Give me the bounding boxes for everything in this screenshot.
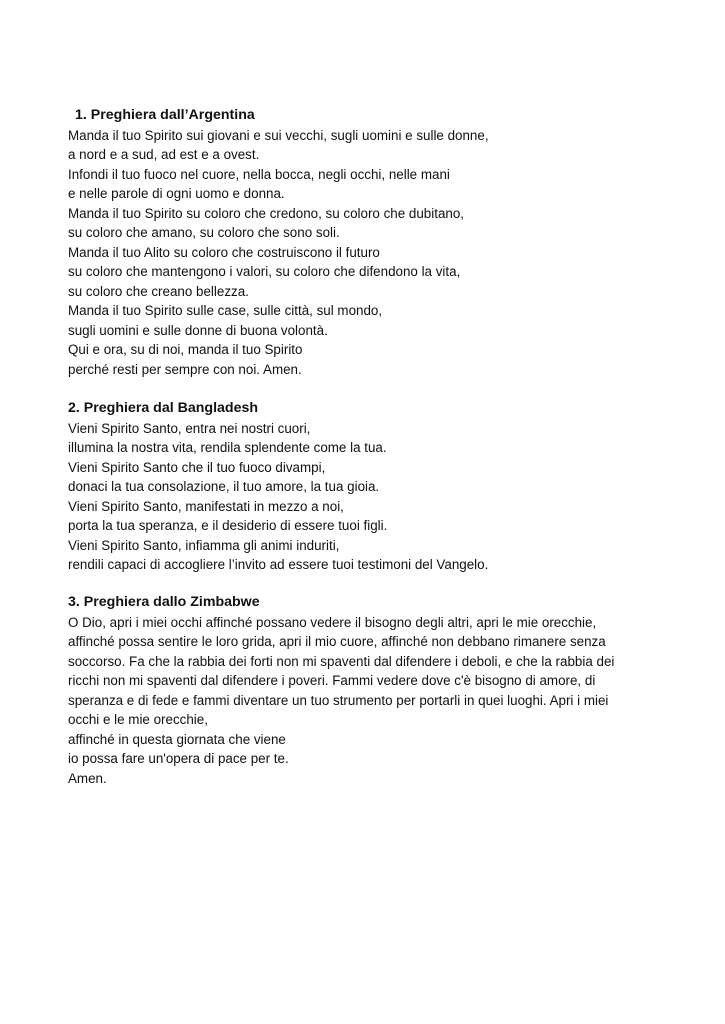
prayer-line: Manda il tuo Spirito sui giovani e sui vecchi, sugli uomini e sulle donne, [68, 127, 489, 143]
prayer-title: 1. Preghiera dall’Argentina [75, 107, 255, 123]
prayer-line: porta la tua speranza, e il desiderio di essere tuoi figli. [68, 518, 388, 533]
prayer-line: Infondi il tuo fuoco nel cuore, nella bocca, negli occhi, nelle mani [68, 166, 450, 182]
prayer-line: Manda il tuo Alito su coloro che costruiscono il futuro [68, 244, 380, 260]
prayer-line: affinché possa sentire le loro grida, apri il mio cuore, affinché non debbano rimanere senza [68, 634, 606, 649]
prayer-text [68, 126, 668, 380]
prayer-zimbabwe [68, 593, 668, 788]
prayer-line: rendili capaci di accogliere l’invito ad essere tuoi testimoni del Vangelo. [68, 557, 489, 572]
prayer-line: Vieni Spirito Santo, infiamma gli animi induriti, [68, 537, 340, 553]
prayer-line: io possa fare un'opera di pace per te. [68, 751, 289, 766]
prayer-text [68, 419, 668, 575]
prayer-line: Qui e ora, su di noi, manda il tuo Spirito [68, 342, 303, 357]
prayer-line: Amen. [68, 770, 107, 786]
prayer-title: 2. Preghiera dal Bangladesh [68, 400, 259, 416]
prayer-line: speranza e di fede e fammi diventare un tuo strumento per portarli in quei luoghi. Apri i miei [68, 692, 609, 708]
prayer-line: su coloro che amano, su coloro che sono soli. [68, 225, 340, 240]
prayer-line: O Dio, apri i miei occhi affinché possano vedere il bisogno degli altri, apri le mie orecchie, [68, 614, 597, 630]
prayer-line: illumina la nostra vita, rendila splendente come la tua. [68, 440, 387, 455]
prayer-line: Manda il tuo Spirito sulle case, sulle città, sul mondo, [68, 303, 383, 318]
prayer-line: soccorso. Fa che la rabbia dei forti non mi spaventi dal difendere i deboli, e che la rabbia dei [68, 653, 615, 669]
prayer-line: donaci la tua consolazione, il tuo amore, la tua gioia. [68, 479, 380, 494]
prayer-line: affinché in questa giornata che viene [68, 731, 286, 747]
prayer-line: Vieni Spirito Santo, manifestati in mezzo a noi, [68, 498, 344, 514]
prayer-line: a nord e a sud, ad est e a ovest. [68, 147, 260, 162]
prayer-line: ricchi non mi spaventi dal difendere i poveri. Fammi vedere dove c'è bisogno di amore, di [68, 673, 596, 688]
prayer-line: Manda il tuo Spirito su coloro che credono, su coloro che dubitano, [68, 205, 465, 221]
prayer-line: Vieni Spirito Santo, entra nei nostri cuori, [68, 420, 311, 436]
prayer-line: perché resti per sempre con noi. Amen. [68, 361, 302, 377]
prayer-line: occhi e le mie orecchie, [68, 712, 208, 727]
prayer-line: su coloro che creano bellezza. [68, 283, 249, 299]
prayer-line: sugli uomini e sulle donne di buona volontà. [68, 322, 328, 338]
prayer-argentina [68, 106, 668, 379]
prayer-title: 3. Preghiera dallo Zimbabwe [68, 594, 260, 610]
prayer-line: Vieni Spirito Santo che il tuo fuoco divampi, [68, 459, 326, 475]
prayer-text [68, 613, 668, 789]
prayer-line: su coloro che mantengono i valori, su coloro che difendono la vita, [68, 264, 461, 279]
prayer-bangladesh [68, 399, 668, 575]
prayer-line: e nelle parole di ogni uomo e donna. [68, 186, 285, 201]
